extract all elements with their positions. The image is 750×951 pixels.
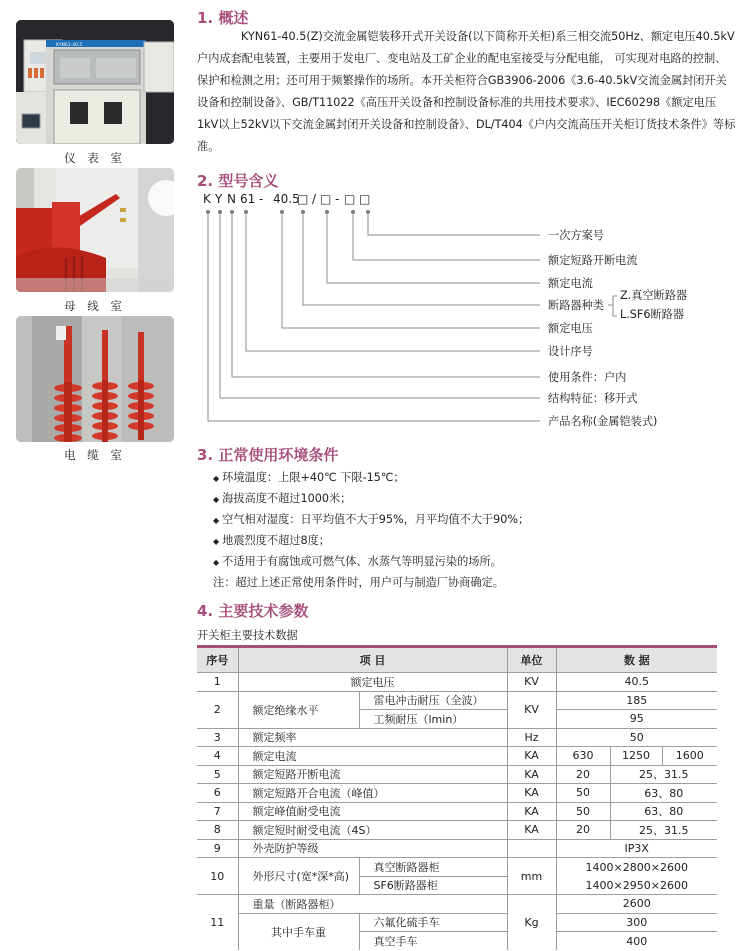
cell-subitem: 雷电冲击耐压（全波）	[359, 691, 507, 710]
model-label-usage: 使用条件：户内	[548, 371, 627, 384]
cell-data: 63、80	[610, 784, 717, 803]
table-row	[197, 691, 717, 710]
table-row	[197, 913, 717, 932]
connector-line	[246, 212, 540, 351]
table-row	[197, 765, 717, 784]
section-title-overview: 1. 概述	[197, 9, 249, 27]
cell-item: 额定峰值耐受电流	[238, 802, 507, 821]
cell-unit: KV	[507, 691, 556, 728]
table-row	[197, 802, 717, 821]
condition-item: ◆ 海拔高度不超过1000米；	[213, 492, 352, 505]
section-title-model-meaning: 2. 型号含义	[197, 172, 279, 190]
table-header-row	[197, 647, 717, 673]
cell-data: 20	[556, 821, 610, 840]
photo-caption: 仪 表 室	[64, 151, 126, 165]
connector-line	[282, 212, 540, 328]
cell-data: 20	[556, 765, 610, 784]
cell-no: 2	[197, 691, 238, 728]
model-label-breaker-type: 断路器种类	[548, 299, 604, 312]
cell-subitem: 六氟化硫手车	[359, 913, 507, 932]
photo-caption: 电 缆 室	[64, 448, 126, 462]
cell-item: 其中手车重	[238, 913, 359, 950]
nameplate-text: KYN61-40.5	[56, 43, 83, 48]
cell-data: 400	[556, 932, 717, 951]
cell-data: IP3X	[556, 839, 717, 858]
conditions-note: 注：超过上述正常使用条件时，用户可与制造厂协商确定。	[213, 576, 504, 589]
table-row	[197, 673, 717, 692]
cell-unit: KA	[507, 821, 556, 840]
model-label-product-name: 产品名称(金属铠装式)	[548, 415, 658, 428]
cable-room-photo	[16, 316, 174, 442]
cell-unit: KA	[507, 765, 556, 784]
breaker-type-sf6: L.SF6断路器	[620, 308, 685, 321]
cell-item: 额定电压	[238, 673, 507, 692]
cell-item: 额定短时耐受电流（4S）	[238, 821, 507, 840]
cell-subitem: SF6断路器柜	[359, 876, 507, 895]
connector-line	[232, 212, 540, 377]
table-row	[197, 858, 717, 877]
cell-data: 1600	[662, 747, 717, 766]
cell-no: 9	[197, 839, 238, 858]
table-row	[197, 747, 717, 766]
cell-data: 50	[556, 784, 610, 803]
breaker-type-bracket	[608, 296, 617, 316]
cell-unit: Hz	[507, 728, 556, 747]
cell-no: 3	[197, 728, 238, 747]
model-char-box: □	[297, 192, 309, 206]
cell-data: 185	[556, 691, 717, 710]
cell-data: 1400×2800×2600	[556, 858, 717, 877]
cell-no: 5	[197, 765, 238, 784]
model-char: N	[227, 192, 236, 206]
photo-caption: 母 线 室	[64, 299, 126, 313]
cell-data: 1250	[610, 747, 662, 766]
cell-no: 6	[197, 784, 238, 803]
bullet-icon: ◆	[213, 474, 220, 483]
cell-unit: KV	[507, 673, 556, 692]
cell-unit: KA	[507, 747, 556, 766]
cell-subitem: 工频耐压（lmin）	[359, 710, 507, 729]
cell-data: 50	[556, 802, 610, 821]
cell-no: 7	[197, 802, 238, 821]
section-title-tech-params: 4. 主要技术参数	[197, 602, 309, 620]
connector-line	[327, 212, 540, 283]
model-label-rated-current: 额定电流	[548, 277, 593, 290]
overview-paragraph: KYN61-40.5(Z)交流金属铠装移开式开关设备(以下简称开关柜)系三相交流50Hz、额定电压40.5kV户内成套配电装置，主要用于发电厂、变电站及工矿企业的配电室接受与分配电能， 可实现对电路的控制、保护和检测之用；还可用于频繁操作的场所。本开关柜符合GB3906-2006《3.6-40.5kV交流金属封闭开关设备和控制设备》、GB/T11022《高压开关设备和控制设备标准的共用技术要求》、IEC60298《额定电压1kV以上52kV以下交流金属封闭开关设备和控制设备》、DL/T404《户内交流高压开关柜订货技术条件》等标准。	[197, 30, 736, 153]
model-char-box: □	[344, 192, 356, 206]
cell-no: 10	[197, 858, 238, 895]
section-title-conditions: 3. 正常使用环境条件	[197, 446, 339, 464]
connector-line	[208, 212, 540, 421]
model-label-design-no: 设计序号	[548, 345, 593, 358]
header-unit: 单位	[507, 647, 556, 673]
condition-item: ◆ 环境温度：上限+40℃ 下限-15℃；	[213, 471, 405, 484]
cell-data: 63、80	[610, 802, 717, 821]
model-char: K	[203, 192, 211, 206]
cell-data: 50	[556, 728, 717, 747]
cell-no: 4	[197, 747, 238, 766]
model-char: /	[312, 192, 317, 206]
connector-line	[368, 212, 540, 235]
table-row	[197, 784, 717, 803]
condition-item: ◆ 不适用于有腐蚀或可燃气体、水蒸气等明显污染的场所。	[213, 555, 502, 568]
cell-no: 1	[197, 673, 238, 692]
table-row	[197, 895, 717, 914]
connector-line	[303, 212, 540, 305]
cell-data: 25、31.5	[610, 765, 717, 784]
cell-data: 1400×2950×2600	[556, 876, 717, 895]
table-row	[197, 821, 717, 840]
condition-item: ◆ 空气相对湿度：日平均值不大于95%，月平均值不大于90%；	[213, 513, 530, 526]
cell-data: 300	[556, 913, 717, 932]
model-char-box: □	[359, 192, 371, 206]
model-char: Y	[215, 192, 223, 206]
cell-unit: mm	[507, 858, 556, 895]
cell-data: 2600	[556, 895, 717, 914]
cell-data: 40.5	[556, 673, 717, 692]
connector-line	[353, 212, 540, 260]
busbar-room-photo	[16, 168, 174, 292]
breaker-type-vacuum: Z.真空断路器	[620, 289, 688, 302]
model-char: 61	[240, 192, 256, 206]
model-char-box: □	[320, 192, 332, 206]
cell-item: 额定短路开合电流（峰值）	[238, 784, 507, 803]
cell-no: 8	[197, 821, 238, 840]
model-char: -	[259, 192, 264, 206]
cell-no: 11	[197, 895, 238, 951]
cell-item: 外形尺寸(宽*深*高)	[238, 858, 359, 895]
model-label-rated-voltage: 额定电压	[548, 322, 593, 335]
condition-item: ◆ 地震烈度不超过8度；	[213, 534, 330, 547]
cell-unit	[507, 839, 556, 858]
cell-item: 外壳防护等级	[238, 839, 507, 858]
cell-subitem: 真空手车	[359, 932, 507, 951]
cell-unit: KA	[507, 784, 556, 803]
cell-item: 重量（断路器柜）	[238, 895, 507, 914]
instrument-room-photo	[16, 20, 174, 144]
model-code-diagram	[195, 192, 750, 437]
cell-item: 额定频率	[238, 728, 507, 747]
bullet-icon: ◆	[213, 537, 220, 546]
model-char: -	[335, 192, 340, 206]
model-char: 40.5	[273, 192, 300, 206]
model-label-breaking-current: 额定短路开断电流	[548, 254, 638, 267]
header-data: 数 据	[556, 647, 717, 673]
table-row	[197, 728, 717, 747]
tech-spec-table	[197, 645, 717, 950]
cell-data: 25、31.5	[610, 821, 717, 840]
cell-item: 额定短路开断电流	[238, 765, 507, 784]
table-caption: 开关柜主要技术数据	[197, 629, 298, 642]
cell-item: 额定绝缘水平	[238, 691, 359, 728]
cell-unit: Kg	[507, 895, 556, 951]
table-row	[197, 839, 717, 858]
bullet-icon: ◆	[213, 558, 220, 567]
cell-unit: KA	[507, 802, 556, 821]
bullet-icon: ◆	[213, 495, 220, 504]
bullet-icon: ◆	[213, 516, 220, 525]
cell-subitem: 真空断路器柜	[359, 858, 507, 877]
cell-item: 额定电流	[238, 747, 507, 766]
cell-data: 630	[556, 747, 610, 766]
model-label-structure: 结构特征：移开式	[548, 392, 638, 405]
model-label-scheme-no: 一次方案号	[548, 229, 604, 242]
cell-data: 95	[556, 710, 717, 729]
header-item: 项 目	[238, 647, 507, 673]
header-no: 序号	[197, 647, 238, 673]
